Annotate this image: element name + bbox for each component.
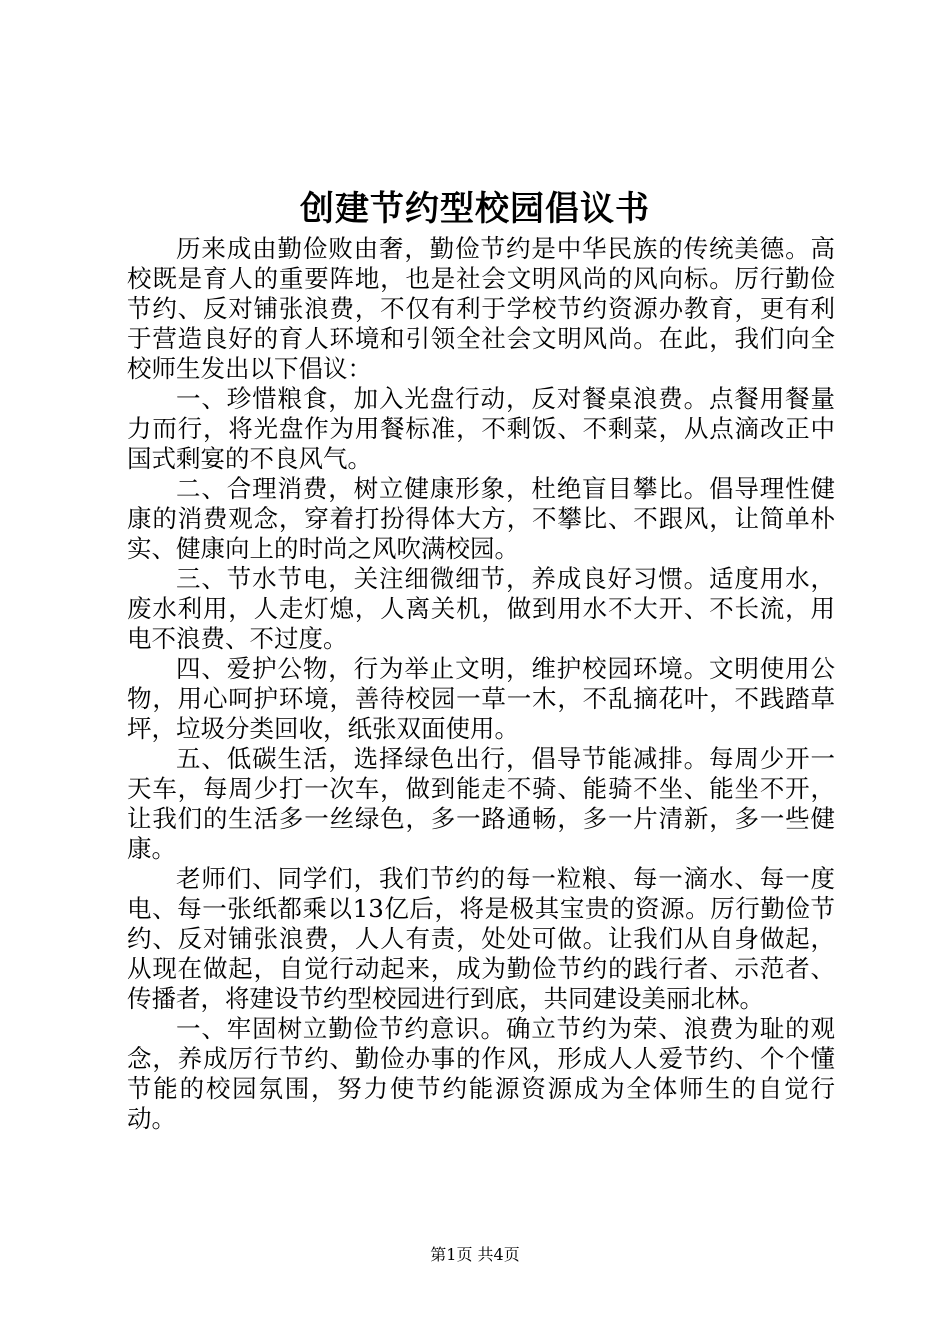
paragraph-closing: 老师们、同学们，我们节约的每一粒粮、每一滴水、每一度电、每一张纸都乘以13亿后，将是极其宝贵的资源。厉行勤俭节约、反对铺张浪费，人人有责，处处可做。让我们从自身做起，从现在做起，自觉行动起来，成为勤俭节约的践行者、示范者、传播者，将建设节约型校园进行到底，共同建设美丽北林。 <box>127 864 835 1013</box>
page-number-footer: 第1页 共4页 <box>430 1245 520 1264</box>
paragraph-measure-1: 一、牢固树立勤俭节约意识。确立节约为荣、浪费为耻的观念，养成厉行节约、勤俭办事的作风，形成人人爱节约、个个懂节能的校园氛围，努力使节约能源资源成为全体师生的自觉行动。 <box>127 1014 835 1133</box>
paragraph-item-2: 二、合理消费，树立健康形象，杜绝盲目攀比。倡导理性健康的消费观念，穿着打扮得体大方，不攀比、不跟风，让简单朴实、健康向上的时尚之风吹满校园。 <box>127 474 835 563</box>
paragraph-item-3: 三、节水节电，关注细微细节，养成良好习惯。适度用水，废水利用，人走灯熄，人离关机，做到用水不大开、不长流，用电不浪费、不过度。 <box>127 564 835 653</box>
paragraph-intro: 历来成由勤俭败由奢，勤俭节约是中华民族的传统美德。高校既是育人的重要阵地，也是社会文明风尚的风向标。厉行勤俭节约、反对铺张浪费，不仅有利于学校节约资源办教育，更有利于营造良好的育人环境和引领全社会文明风尚。在此，我们向全校师生发出以下倡议： <box>127 234 835 383</box>
paragraph-item-4: 四、爱护公物，行为举止文明，维护校园环境。文明使用公物，用心呵护环境，善待校园一草一木，不乱摘花叶，不践踏草坪，垃圾分类回收，纸张双面使用。 <box>127 654 835 743</box>
paragraph-item-5: 五、低碳生活，选择绿色出行，倡导节能减排。每周少开一天车，每周少打一次车，做到能走不骑、能骑不坐、能坐不开，让我们的生活多一丝绿色，多一路通畅，多一片清新，多一些健康。 <box>127 744 835 863</box>
document-title: 创建节约型校园倡议书 <box>300 189 650 229</box>
document-body <box>127 234 835 1134</box>
paragraph-item-1: 一、珍惜粮食，加入光盘行动，反对餐桌浪费。点餐用餐量力而行，将光盘作为用餐标准，不剩饭、不剩菜，从点滴改正中国式剩宴的不良风气。 <box>127 384 835 473</box>
